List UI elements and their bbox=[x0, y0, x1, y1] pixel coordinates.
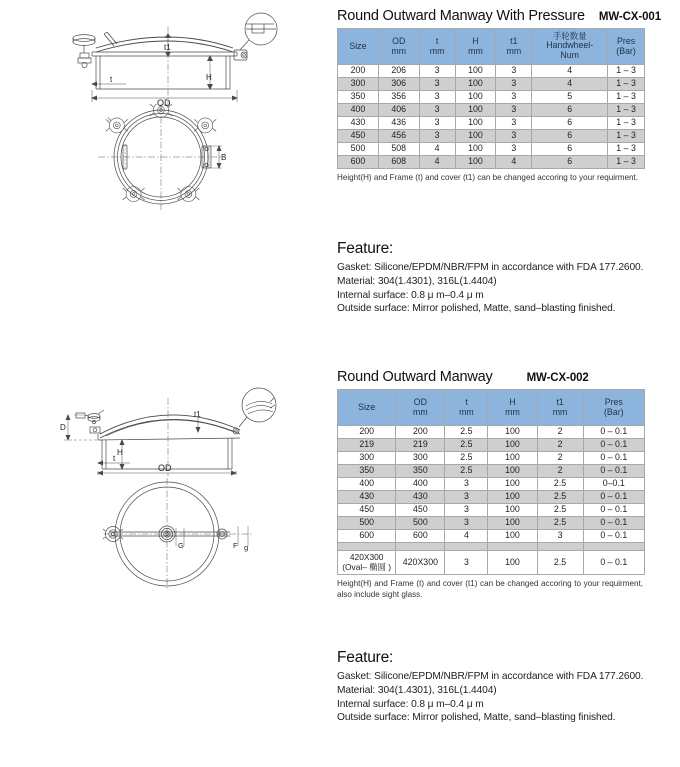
feature-line-outside-surface: Outside surface: Mirror polished, Matte, sand–blasting finished. bbox=[337, 712, 616, 724]
cell-od: 456 bbox=[378, 130, 419, 143]
label-t-2: t bbox=[113, 454, 116, 463]
cell-t1: 3 bbox=[496, 104, 532, 117]
cell-pres: 0 – 0.1 bbox=[583, 504, 644, 517]
cell-size: 600 bbox=[338, 530, 396, 543]
cell-h: 100 bbox=[488, 452, 537, 465]
cell-t1: 2.5 bbox=[537, 551, 583, 575]
cell-pres: 0 – 0.1 bbox=[583, 426, 644, 439]
cell-h: 100 bbox=[455, 65, 496, 78]
cell-h: 100 bbox=[488, 491, 537, 504]
cell-h: 100 bbox=[488, 504, 537, 517]
cell-pres: 1 – 3 bbox=[608, 78, 645, 91]
table-row bbox=[338, 491, 645, 504]
drawings-column bbox=[0, 0, 332, 767]
cell-handwheel: 6 bbox=[532, 130, 608, 143]
cell-h: 100 bbox=[488, 439, 537, 452]
cell-t: 3 bbox=[445, 517, 488, 530]
cell-handwheel: 6 bbox=[532, 156, 608, 169]
cell-handwheel: 6 bbox=[532, 117, 608, 130]
table-row bbox=[338, 117, 645, 130]
cell-od: 406 bbox=[378, 104, 419, 117]
cell-size: 400 bbox=[338, 478, 396, 491]
label-d: D bbox=[60, 423, 66, 432]
table-spacer-row bbox=[338, 543, 645, 551]
cell-size: 300 bbox=[338, 452, 396, 465]
cell-od: 436 bbox=[378, 117, 419, 130]
col-t: t mm bbox=[419, 29, 455, 65]
label-f: F bbox=[233, 541, 238, 550]
cell-h: 100 bbox=[488, 530, 537, 543]
cell-t: 3 bbox=[445, 491, 488, 504]
spec-note-2: Height(H) and Frame (t) and cover (t1) can be changed accoring to your requirment, also include sight glass. bbox=[337, 579, 643, 599]
cell-pres: 0 – 0.1 bbox=[583, 439, 644, 452]
cell-handwheel: 5 bbox=[532, 91, 608, 104]
table-row bbox=[338, 517, 645, 530]
cell-size: 350 bbox=[338, 91, 379, 104]
label-b: B bbox=[221, 153, 227, 162]
label-t1-2: t1 bbox=[194, 410, 201, 419]
manway-side-view bbox=[18, 372, 318, 476]
pressure-manway-side-view bbox=[18, 12, 318, 112]
cell-size: 600 bbox=[338, 156, 379, 169]
feature-block-1 bbox=[337, 240, 645, 316]
cell-t1: 3 bbox=[537, 530, 583, 543]
table-row bbox=[338, 143, 645, 156]
label-od: OD bbox=[157, 98, 171, 108]
cell-size: 400 bbox=[338, 104, 379, 117]
feature-line-internal-surface: Internal surface: 0.8 μ m–0.4 μ m bbox=[337, 698, 484, 710]
spec-header-2 bbox=[337, 369, 645, 385]
cell-od: 608 bbox=[378, 156, 419, 169]
spec-table-2 bbox=[337, 389, 645, 575]
feature-line-material: Material: 304(1.4301), 316L(1.4404) bbox=[337, 684, 497, 696]
cell-t: 3 bbox=[419, 65, 455, 78]
cell-t: 4 bbox=[419, 156, 455, 169]
cell-t: 3 bbox=[445, 504, 488, 517]
cell-pres: 1 – 3 bbox=[608, 91, 645, 104]
table-header-row bbox=[338, 390, 645, 426]
label-t1: t1 bbox=[164, 43, 171, 52]
table-row bbox=[338, 426, 645, 439]
cell-od: 600 bbox=[396, 530, 445, 543]
cell-t1: 2.5 bbox=[537, 504, 583, 517]
cell-od: 420X300 bbox=[396, 551, 445, 575]
feature-line-material: Material: 304(1.4301), 316L(1.4404) bbox=[337, 275, 497, 287]
manway-plan-view bbox=[70, 478, 270, 590]
col-t1: t1 mm bbox=[537, 390, 583, 426]
cell-t1: 2 bbox=[537, 452, 583, 465]
pressure-manway-plan-view bbox=[80, 104, 260, 210]
cell-t1: 3 bbox=[496, 78, 532, 91]
cell-pres: 0–0.1 bbox=[583, 478, 644, 491]
feature-line-internal-surface: Internal surface: 0.8 μ m–0.4 μ m bbox=[337, 289, 484, 301]
cell-pres: 0 – 0.1 bbox=[583, 452, 644, 465]
label-t: t bbox=[110, 75, 113, 84]
product-title-2: Round Outward Manway bbox=[337, 369, 493, 385]
cell-h: 100 bbox=[488, 478, 537, 491]
cell-pres: 1 – 3 bbox=[608, 117, 645, 130]
col-h: H mm bbox=[455, 29, 496, 65]
label-h-2: H bbox=[117, 448, 123, 457]
col-size: Size bbox=[338, 390, 396, 426]
label-h: H bbox=[206, 73, 212, 82]
spec-table-1 bbox=[337, 28, 645, 169]
table-row bbox=[338, 478, 645, 491]
cell-od: 350 bbox=[396, 465, 445, 478]
feature-heading-2: Feature: bbox=[337, 649, 394, 666]
cell-pres: 0 – 0.1 bbox=[583, 530, 644, 543]
cell-t1: 3 bbox=[496, 143, 532, 156]
table-body-1 bbox=[338, 65, 645, 169]
cell-handwheel: 6 bbox=[532, 104, 608, 117]
cell-size: 200 bbox=[338, 426, 396, 439]
cell-size: 200 bbox=[338, 65, 379, 78]
col-handwheel-num: 手轮数量 Handwheel- Num bbox=[532, 29, 608, 65]
specs-column bbox=[336, 0, 680, 767]
cell-t: 3 bbox=[419, 130, 455, 143]
col-pres: Pres (Bar) bbox=[608, 29, 645, 65]
cell-od: 306 bbox=[378, 78, 419, 91]
cell-t1: 4 bbox=[496, 156, 532, 169]
cell-size: 450 bbox=[338, 504, 396, 517]
table-row bbox=[338, 91, 645, 104]
spec-block-1 bbox=[337, 8, 661, 184]
product-model-2: MW-CX-002 bbox=[526, 372, 589, 384]
cell-t: 2.5 bbox=[445, 426, 488, 439]
spec-note-1: Height(H) and Frame (t) and cover (t1) can be changed accoring to your requirment. bbox=[337, 173, 638, 182]
cell-t: 2.5 bbox=[445, 465, 488, 478]
cell-t1: 2.5 bbox=[537, 491, 583, 504]
cell-h: 100 bbox=[455, 156, 496, 169]
cell-od: 356 bbox=[378, 91, 419, 104]
cell-od: 500 bbox=[396, 517, 445, 530]
table-body-2 bbox=[338, 426, 645, 575]
label-g-small: g bbox=[244, 543, 249, 552]
cell-t1: 2.5 bbox=[537, 517, 583, 530]
col-od: OD mm bbox=[396, 390, 445, 426]
table-row bbox=[338, 504, 645, 517]
cell-pres: 0 – 0.1 bbox=[583, 465, 644, 478]
feature-line-gasket: Gasket: Silicone/EPDM/NBR/FPM in accordance with FDA 177.2600. bbox=[337, 671, 644, 682]
cell-od: 450 bbox=[396, 504, 445, 517]
label-g: G bbox=[178, 541, 184, 550]
cell-t1: 3 bbox=[496, 117, 532, 130]
cell-h: 100 bbox=[455, 130, 496, 143]
cell-od: 400 bbox=[396, 478, 445, 491]
cell-size: 430 bbox=[338, 491, 396, 504]
spec-header-1 bbox=[337, 8, 661, 24]
cell-od: 219 bbox=[396, 439, 445, 452]
feature-line-gasket: Gasket: Silicone/EPDM/NBR/FPM in accordance with FDA 177.2600. bbox=[337, 262, 644, 273]
cell-size: 219 bbox=[338, 439, 396, 452]
product-model-1: MW-CX-001 bbox=[598, 11, 661, 23]
table-row bbox=[338, 439, 645, 452]
cell-t: 3 bbox=[445, 551, 488, 575]
spec-block-2 bbox=[337, 369, 645, 601]
cell-pres: 1 – 3 bbox=[608, 143, 645, 156]
label-od-2: OD bbox=[158, 463, 172, 473]
cell-h: 100 bbox=[488, 426, 537, 439]
cell-pres: 1 – 3 bbox=[608, 104, 645, 117]
cell-t: 4 bbox=[419, 143, 455, 156]
cell-t1: 2.5 bbox=[537, 478, 583, 491]
col-od: OD mm bbox=[378, 29, 419, 65]
feature-block-2 bbox=[337, 649, 645, 725]
cell-size: 450 bbox=[338, 130, 379, 143]
cell-h: 100 bbox=[455, 91, 496, 104]
col-t1: t1 mm bbox=[496, 29, 532, 65]
cell-t1: 3 bbox=[496, 91, 532, 104]
feature-heading-1: Feature: bbox=[337, 240, 394, 257]
cell-pres: 0 – 0.1 bbox=[583, 491, 644, 504]
feature-line-outside-surface: Outside surface: Mirror polished, Matte, sand–blasting finished. bbox=[337, 303, 616, 315]
cell-h: 100 bbox=[488, 465, 537, 478]
table-row bbox=[338, 156, 645, 169]
col-t: t mm bbox=[445, 390, 488, 426]
cell-size: 350 bbox=[338, 465, 396, 478]
cell-pres: 0 – 0.1 bbox=[583, 517, 644, 530]
cell-size: 500 bbox=[338, 517, 396, 530]
cell-pres: 1 – 3 bbox=[608, 130, 645, 143]
cell-t: 2.5 bbox=[445, 452, 488, 465]
cell-t1: 3 bbox=[496, 65, 532, 78]
cell-h: 100 bbox=[455, 78, 496, 91]
cell-size: 430 bbox=[338, 117, 379, 130]
cell-t: 3 bbox=[419, 104, 455, 117]
cell-pres: 0 – 0.1 bbox=[583, 551, 644, 575]
table-row bbox=[338, 130, 645, 143]
col-pres: Pres (Bar) bbox=[583, 390, 644, 426]
cell-od: 300 bbox=[396, 452, 445, 465]
product-title-1: Round Outward Manway With Pressure bbox=[337, 8, 585, 24]
col-size: Size bbox=[338, 29, 379, 65]
cell-t: 2.5 bbox=[445, 439, 488, 452]
cell-t1: 2 bbox=[537, 439, 583, 452]
cell-t: 3 bbox=[419, 117, 455, 130]
cell-od: 430 bbox=[396, 491, 445, 504]
table-row-oval bbox=[338, 551, 645, 575]
cell-t1: 2 bbox=[537, 465, 583, 478]
table-row bbox=[338, 465, 645, 478]
cell-od: 200 bbox=[396, 426, 445, 439]
col-h: H mm bbox=[488, 390, 537, 426]
cell-size: 300 bbox=[338, 78, 379, 91]
cell-handwheel: 6 bbox=[532, 143, 608, 156]
table-row bbox=[338, 530, 645, 543]
cell-od: 508 bbox=[378, 143, 419, 156]
cell-size: 500 bbox=[338, 143, 379, 156]
cell-t: 3 bbox=[419, 78, 455, 91]
cell-handwheel: 4 bbox=[532, 65, 608, 78]
cell-h: 100 bbox=[455, 143, 496, 156]
table-header-row bbox=[338, 29, 645, 65]
cell-t: 4 bbox=[445, 530, 488, 543]
cell-pres: 1 – 3 bbox=[608, 65, 645, 78]
table-row bbox=[338, 104, 645, 117]
cell-handwheel: 4 bbox=[532, 78, 608, 91]
cell-pres: 1 – 3 bbox=[608, 156, 645, 169]
cell-od: 206 bbox=[378, 65, 419, 78]
cell-t: 3 bbox=[419, 91, 455, 104]
table-row bbox=[338, 65, 645, 78]
cell-h: 100 bbox=[455, 104, 496, 117]
cell-h: 100 bbox=[455, 117, 496, 130]
table-row bbox=[338, 452, 645, 465]
cell-t1: 2 bbox=[537, 426, 583, 439]
cell-h: 100 bbox=[488, 517, 537, 530]
cell-size-oval: 420X300 (Oval– 椭圆 ) bbox=[338, 551, 396, 575]
cell-t: 3 bbox=[445, 478, 488, 491]
cell-t1: 3 bbox=[496, 130, 532, 143]
table-row bbox=[338, 78, 645, 91]
cell-h: 100 bbox=[488, 551, 537, 575]
